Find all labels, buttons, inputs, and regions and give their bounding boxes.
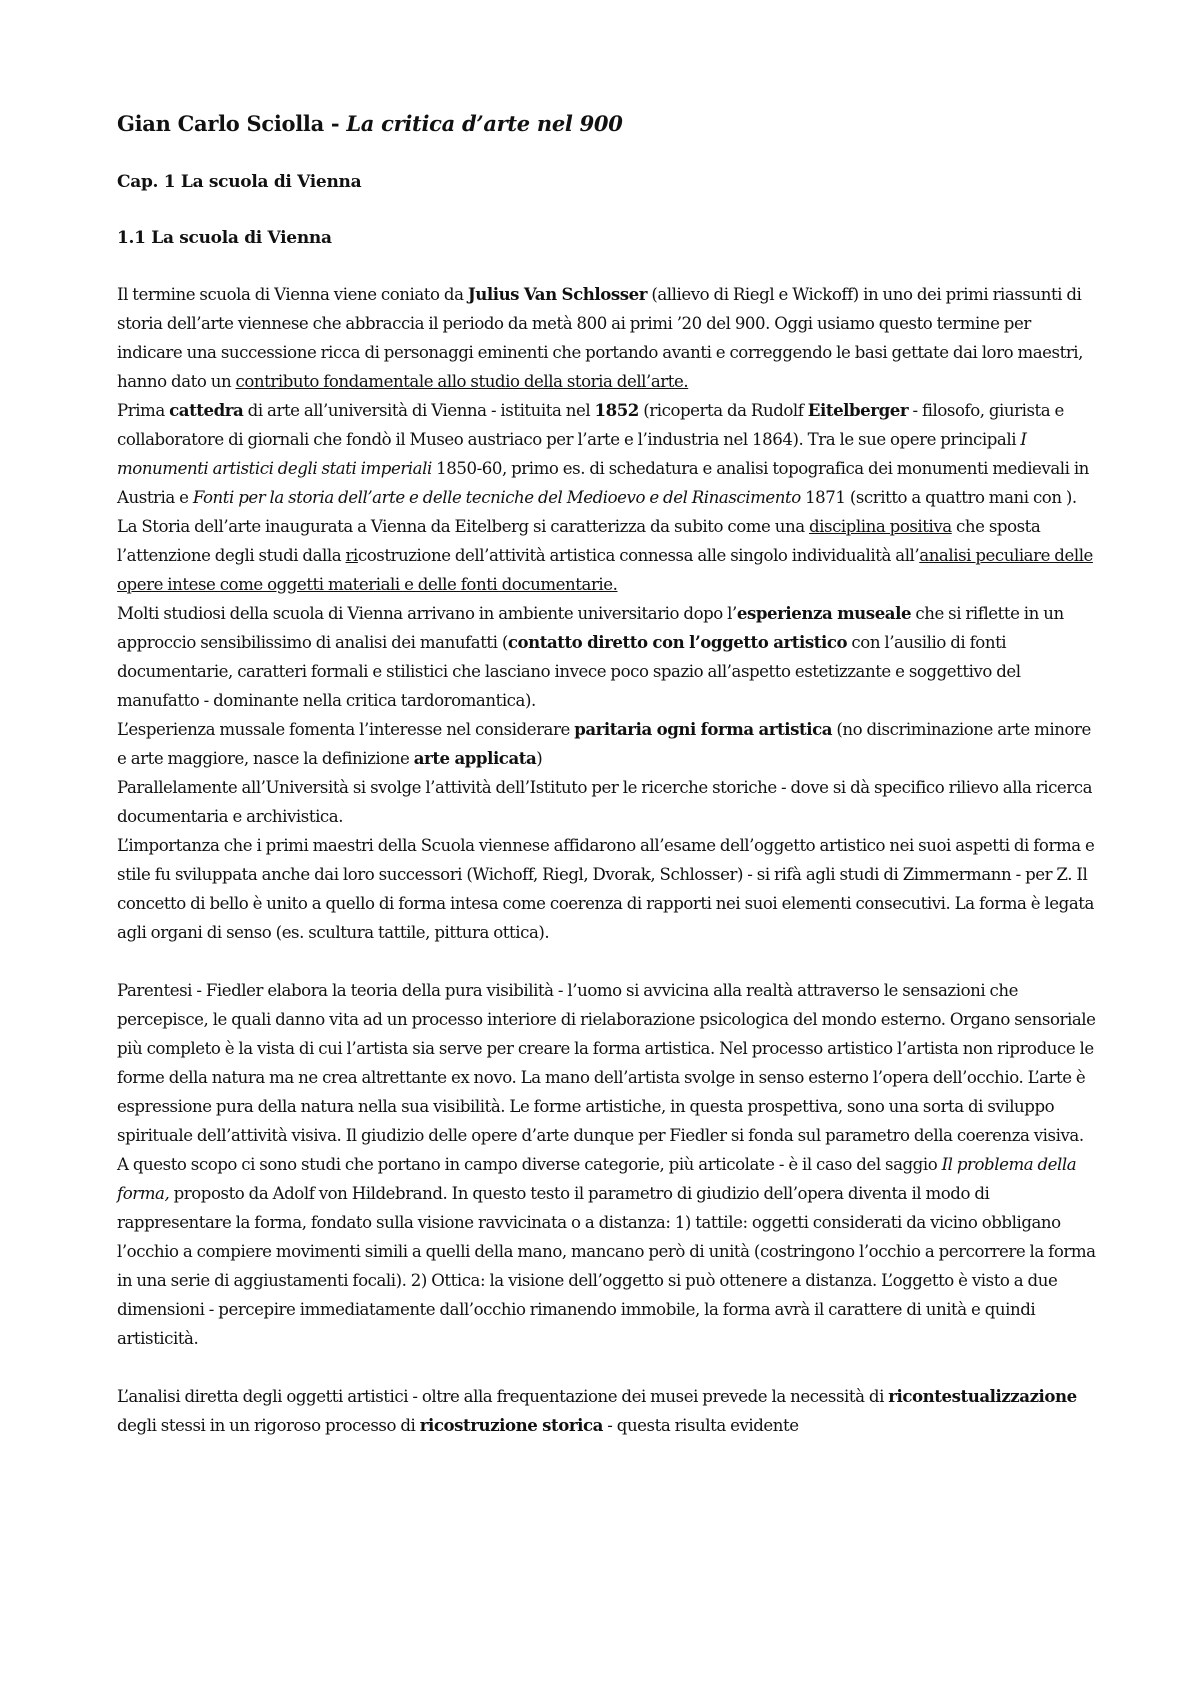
underlined-text: disciplina positiva xyxy=(808,517,952,536)
document-title-work: La critica d’arte nel 900 xyxy=(346,111,623,136)
paragraph xyxy=(117,512,1099,599)
text-run: L’esperienza mussale fomenta l’interesse nel considerare xyxy=(117,720,575,739)
text-run: (ricoperta da Rudolf xyxy=(638,401,808,420)
underlined-text: contributo fondamentale allo studio della storia dell’arte. xyxy=(235,372,689,391)
text-run: degli stessi in un rigoroso processo di xyxy=(117,1416,420,1435)
bold-text: cattedra xyxy=(169,400,244,420)
text-run: di arte all’università di Vienna - istituita nel xyxy=(243,401,595,420)
text-run: che sposta l’attenzione degli studi dalla xyxy=(117,517,1041,565)
bold-text: ricostruzione storica xyxy=(419,1415,603,1435)
text-run: proposto da Adolf von Hildebrand. In questo testo il parametro di giudizio dell’opera diventa il modo di rappresentare la forma, fondato sulla visione ravvicinata o a distanza: 1) tattile: oggetti considerati da vicino obbligano l’occhio a compiere movimenti simili a quelli della mano, mancano però di unità (costringono l’occhio a percorrere la forma in una serie di aggiustamenti focali). 2) Ottica: la visione dell’oggetto si può ottenere a distanza. L’oggetto è visto a due dimensioni - percepire immediatamente dall’occhio rimanendo immobile, la forma avrà il carattere di unità e quindi artisticità. xyxy=(117,1184,1096,1348)
italic-text: Fonti per la storia dell’arte e delle tecniche del Medioevo e del Rinascimento xyxy=(192,488,801,507)
bold-text: arte applicata xyxy=(413,748,537,768)
text-run: Parentesi - Fiedler elabora la teoria della pura visibilità - l’uomo si avvicina alla realtà attraverso le sensazioni che percepisce, le quali danno vita ad un processo interiore di rielaborazione psicologica del mondo esterno. Organo sensoriale più completo è la vista di cui l’artista sia serve per creare la forma artistica. Nel processo artistico l’artista non riproduce le forme della natura ma ne crea altrettante ex novo. La mano dell’artista svolge in senso esterno l’opera dell’occhio. L’arte è espressione pura della natura nella sua visibilità. Le forme artistiche, in questa prospettiva, sono una sorta di sviluppo spirituale dell’attività visiva. Il giudizio delle opere d’arte dunque per Fiedler si fonda sul parametro della coerenza visiva. A questo scopo ci sono studi che portano in campo diverse categorie, più articolate - è il caso del saggio xyxy=(117,981,1096,1174)
text-run: La Storia dell’arte inaugurata a Vienna da Eitelberg si caratterizza da subito come una xyxy=(117,517,809,536)
paragraph xyxy=(117,1382,1099,1440)
document-title xyxy=(117,110,1099,138)
bold-text: Julius Van Schlosser xyxy=(467,284,648,304)
paragraph xyxy=(117,831,1099,947)
paragraph xyxy=(117,396,1099,512)
text-run: costruzione dell’attività artistica connessa alle singolo individualità all’ xyxy=(357,546,920,565)
bold-text: esperienza museale xyxy=(736,603,912,623)
text-run: Prima xyxy=(117,401,170,420)
paragraph xyxy=(117,715,1099,773)
text-run: L’analisi diretta degli oggetti artistici - oltre alla frequentazione dei musei prevede la necessità di xyxy=(117,1387,889,1406)
italic-text: Il problema della forma, xyxy=(117,1155,1077,1203)
document-title-author: Gian Carlo Sciolla xyxy=(117,111,324,136)
bold-text: Eitelberger xyxy=(807,400,909,420)
paragraph xyxy=(117,773,1099,831)
document-title-separator: - xyxy=(323,111,347,136)
text-run: che si riflette in un approccio sensibilissimo di analisi dei manufatti ( xyxy=(117,604,1064,652)
text-run: - questa risulta evidente xyxy=(602,1416,799,1435)
text-run: 1871 (scritto a quattro mani con ). xyxy=(800,488,1077,507)
text-run: con l’ausilio di fonti documentarie, caratteri formali e stilistici che lasciano invece poco spazio all’aspetto estetizzante e soggettivo del manufatto - dominante nella critica tardoromantica). xyxy=(117,633,1021,710)
body-text xyxy=(117,280,1099,1440)
text-run: Parallelamente all’Università si svolge l’attività dell’Istituto per le ricerche storiche - dove si dà specifico rilievo alla ricerca documentaria e archivistica. xyxy=(117,778,1093,826)
paragraph xyxy=(117,280,1099,396)
paragraph xyxy=(117,976,1099,1353)
text-run: - filosofo, giurista e collaboratore di giornali che fondò il Museo austriaco per l’arte e l’industria nel 1864). Tra le sue opere principali xyxy=(117,401,1064,449)
text-run: 1850-60, primo es. di schedatura e analisi topografica dei monumenti medievali in Austria e xyxy=(117,459,1089,507)
text-run: Molti studiosi della scuola di Vienna arrivano in ambiente universitario dopo l’ xyxy=(117,604,737,623)
document-page xyxy=(117,110,1099,1440)
bold-text: ricontestualizzazione xyxy=(888,1386,1077,1406)
text-run: Il termine scuola di Vienna viene coniato da xyxy=(117,285,468,304)
section-heading: 1.1 La scuola di Vienna xyxy=(117,228,332,248)
text-run: (no discriminazione arte minore e arte maggiore, nasce la definizione xyxy=(117,720,1091,768)
underlined-text: ri xyxy=(345,546,358,565)
bold-text: 1852 xyxy=(594,400,639,420)
chapter-heading: Cap. 1 La scuola di Vienna xyxy=(117,172,362,192)
text-run: L’importanza che i primi maestri della Scuola viennese affidarono all’esame dell’oggetto artistico nei suoi aspetti di forma e stile fu sviluppata anche dai loro successori (Wichoff, Riegl, Dvorak, Schlosser) - si rifà agli studi di Zimmermann - per Z. Il concetto di bello è unito a quello di forma intesa come coerenza di rapporti nei suoi elementi consecutivi. La forma è legata agli organi di senso (es. scultura tattile, pittura ottica). xyxy=(117,836,1095,942)
text-run: ) xyxy=(536,749,543,768)
bold-text: contatto diretto con l’oggetto artistico xyxy=(507,632,848,652)
paragraph xyxy=(117,599,1099,715)
text-run: (allievo di Riegl e Wickoff) in uno dei primi riassunti di storia dell’arte viennese che abbraccia il periodo da metà 800 ai primi ’20 del 900. Oggi usiamo questo termine per indicare una successione ricca di personaggi eminenti che portando avanti e correggendo le basi gettate dai loro maestri, hanno dato un xyxy=(117,285,1083,391)
underlined-text: analisi peculiare delle opere intese come oggetti materiali e delle fonti documentarie. xyxy=(117,546,1093,594)
italic-text: I monumenti artistici degli stati imperiali xyxy=(117,430,1027,478)
bold-text: paritaria ogni forma artistica xyxy=(574,719,833,739)
